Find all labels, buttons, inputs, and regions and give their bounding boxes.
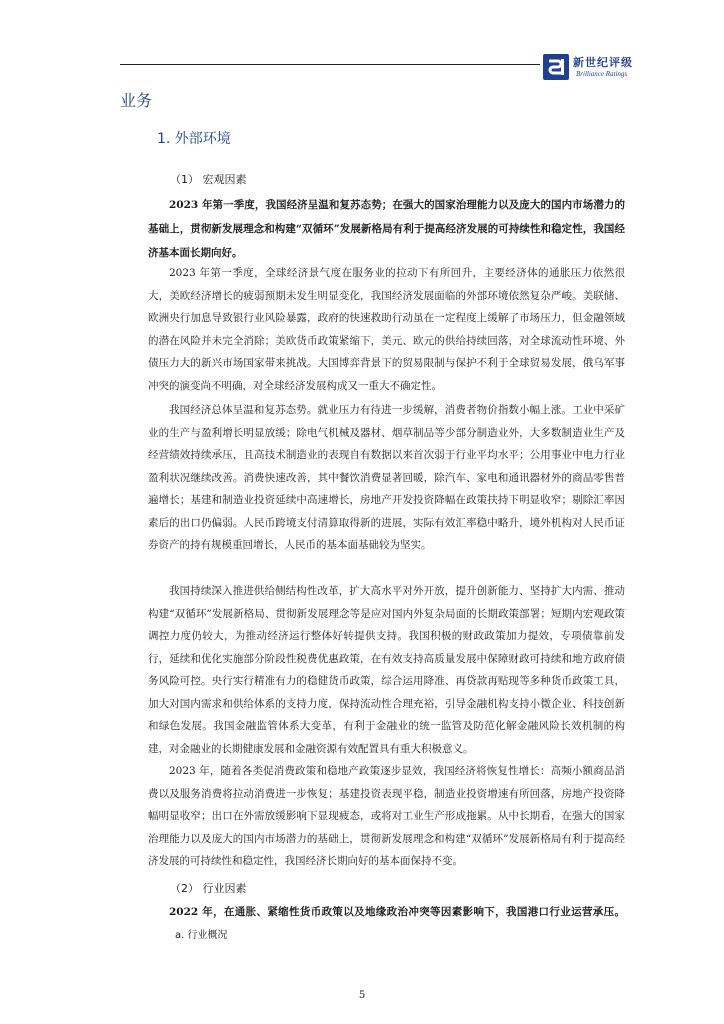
logo-english-name: Brilliance Ratings	[576, 70, 628, 78]
macro-heading: （1） 宏观因素	[170, 173, 247, 186]
macro-paragraph-2: 我国经济总体呈温和复苏态势。就业压力有待进一步缓解，消费者物价指数小幅上涨。工业中采矿业的生产与盈利增长明显放缓；除电气机械及器材、烟草制品等少部分制造业外，大多数制造业生产及经营绩效持续承压，且高技术制造业的表现自有数据以来首次弱于行业平均水平；公用事业中电力行业盈利状况继续改善。消费快速改善，其中餐饮消费显著回暖，除汽车、家电和通讯器材外的商品零售普遍增长；基建和制造业投资延续中高速增长，房地产开发投资降幅在政策扶持下明显收窄；剔除汇率因素后的出口仍偏弱。人民币跨境支付清算取得新的进展，实际有效汇率稳中略升，境外机构对人民币证券资产的持有规模重回增长，人民币的基本面基础较为坚实。	[148, 404, 625, 551]
logo-mark-icon	[543, 54, 569, 80]
page-number: 5	[358, 990, 366, 1001]
logo-chinese-name: 新世纪评级	[573, 56, 633, 69]
macro-paragraph-3: 我国持续深入推进供给侧结构性改革，扩大高水平对外开放，提升创新能力、坚持扩大内需、推动构建“双循环”发展新格局、贯彻新发展理念等是应对国内外复杂局面的长期政策部署；短期内宏观政策调控力度仍较大，为推动经济运行整体好转提供支持。我国积极的财政政策加力提效，专项债靠前发行，延续和优化实施部分阶段性税费优惠政策，在有效支持高质量发展中保障财政可持续和地方政府债务风险可控。央行实行精准有力的稳健货币政策，综合运用降准、再贷款再贴现等多种货币政策工具，加大对国内需求和供给体系的支持力度，保持流动性合理充裕，引导金融机构支持小微企业、科技创新和绿色发展。我国金融监管体系大变革，有利于金融业的统一监管及防范化解金融风险长效机制的构建，对金融业的长期健康发展和金融资源有效配置具有重大积极意义。	[148, 585, 625, 755]
macro-summary: 2023 年第一季度，我国经济呈温和复苏态势；在强大的国家治理能力以及庞大的国内市场潜力的基础上，贯彻新发展理念和构建“双循环”发展新格局有利于提高经济发展的可持续性和稳定性，我国经济基本面长期向好。	[148, 199, 625, 259]
industry-heading: （2） 行业因素	[170, 882, 247, 895]
subsection-title: 1. 外部环境	[157, 131, 231, 147]
macro-paragraph-1: 2023 年第一季度，全球经济景气度在服务业的拉动下有所回升，主要经济体的通胀压力依然很大，美欧经济增长的疲弱预期未发生明显变化，我国经济发展面临的外部环境依然复杂严峻。美联储、欧洲央行加息导致银行业风险暴露，政府的快速救助行动虽在一定程度上缓解了市场压力，但金融领域的潜在风险并未完全消除；美欧货币政策紧缩下，美元、欧元的供给持续回落，对全球流动性环境、外债压力大的新兴市场国家带来挑战。大国博弈背景下的贸易限制与保护不利于全球贸易发展，俄乌军事冲突的演变尚不明确，对全球经济发展构成又一重大不确定性。	[148, 267, 625, 392]
overview-heading: a. 行业概况	[175, 930, 228, 941]
macro-paragraph-4: 2023 年，随着各类促消费政策和稳地产政策逐步显效，我国经济将恢复性增长：高频小额商品消费以及服务消费将拉动消费进一步恢复；基建投资表现平稳，制造业投资增速有所回落，房地产投资降幅明显收窄；出口在外需放缓影响下显现疲态，或将对工业生产形成拖累。从中长期看，在强大的国家治理能力以及庞大的国内市场潜力的基础上，贯彻新发展理念和构建“双循环”发展新格局有利于提高经济发展的可持续性和稳定性，我国经济长期向好的基本面保持不变。	[148, 765, 625, 867]
section-title: 业务	[120, 91, 153, 110]
header-rule	[120, 64, 540, 65]
industry-summary: 2022 年，在通胀、紧缩性货币政策以及地缘政治冲突等因素影响下，我国港口行业运营承压。	[169, 906, 625, 918]
brand-logo	[543, 52, 683, 86]
